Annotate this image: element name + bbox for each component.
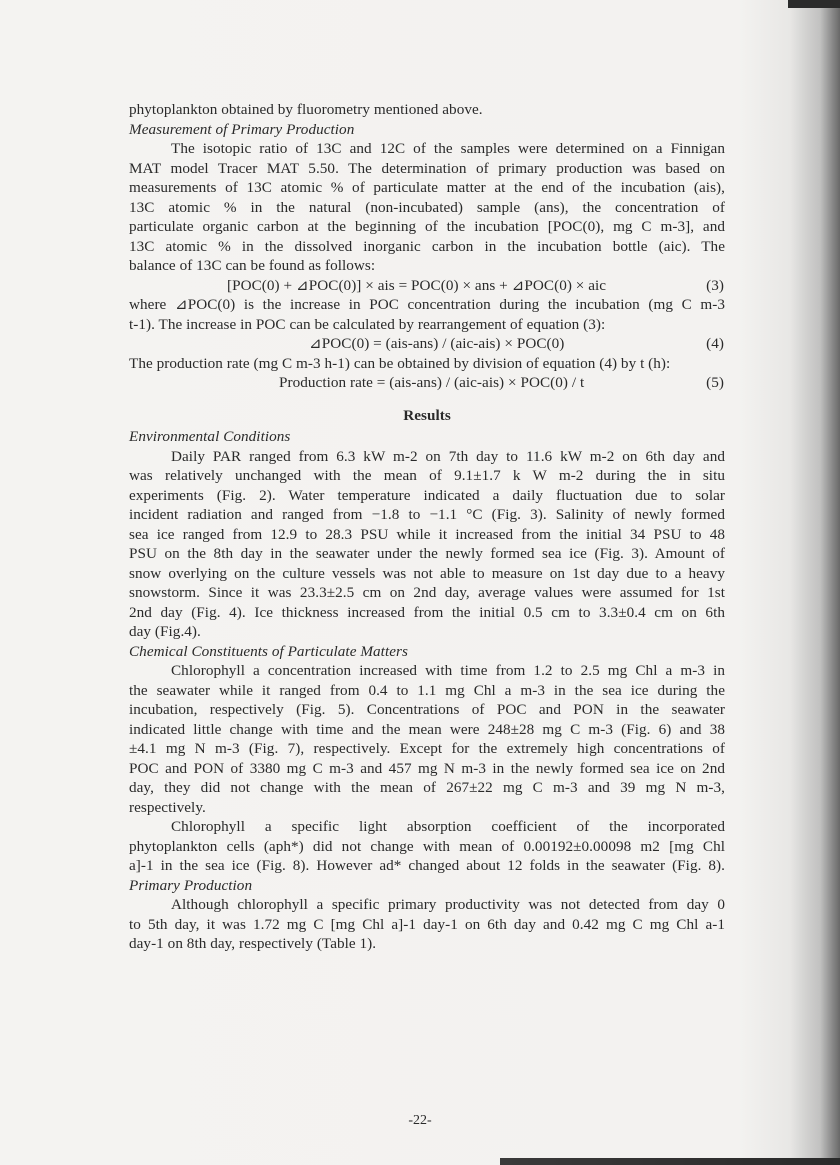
section-heading-results: Results (403, 406, 451, 424)
paragraph-line: phytoplankton obtained by fluorometry mentioned above. (129, 101, 483, 118)
paragraph-line: respectively. (129, 798, 206, 816)
paragraph-line: a]-1 in the sea ice (Fig. 8). However ad* changed about 12 folds in the seawater (Fig. 8). (129, 857, 725, 874)
equation-5 (129, 373, 725, 393)
subheading: Chemical Constituents of Particulate Matters (129, 642, 408, 660)
paragraph-line: the seawater while it ranged from 0.4 to 1.1 mg Chl a m-3 in the sea ice during the (129, 681, 725, 699)
equation-4 (129, 334, 725, 354)
paragraph-line: Chlorophyll a concentration increased with time from 1.2 to 2.5 mg Chl a m-3 in (171, 662, 725, 679)
paragraph-line: 2nd day (Fig. 4). Ice thickness increased from the initial 0.5 cm to 3.3±0.4 cm on 6th (129, 603, 725, 621)
subheading: Environmental Conditions (129, 428, 291, 445)
paragraph-line: Although chlorophyll a specific primary productivity was not detected from day 0 (171, 896, 725, 913)
binding-shadow (790, 0, 840, 1165)
paragraph-line: balance of 13C can be found as follows: (129, 257, 376, 274)
paragraph-line: incident radiation and ranged from −1.8 to −1.1 °C (Fig. 3). Salinity of newly formed (129, 506, 725, 523)
paragraph-line: MAT model Tracer MAT 5.50. The determination of primary production was based on (129, 159, 725, 177)
paragraph-line: measurements of 13C atomic % of particulate matter at the end of the incubation (ais), (129, 179, 725, 196)
equation-body: ⊿POC(0) = (ais-ans) / (aic-ais) × POC(0) (309, 335, 565, 352)
equation-body: Production rate = (ais-ans) / (aic-ais) × POC(0) / t (279, 374, 585, 391)
paragraph-line: day, they did not change with the mean of 267±22 mg C m-3 and 39 mg N m-3, (129, 779, 725, 796)
paragraph-line: 13C atomic % in the natural (non-incubated) sample (ans), the concentration of (129, 198, 725, 216)
paragraph-line: 13C atomic % in the dissolved inorganic carbon in the incubation bottle (aic). The (129, 237, 725, 255)
scan-edge-bottom (500, 1158, 840, 1165)
paragraph-line: t-1). The increase in POC can be calculated by rearrangement of equation (3): (129, 315, 606, 333)
paragraph-line: snowstorm. Since it was 23.3±2.5 cm on 2nd day, average values were assumed for 1st (129, 584, 725, 601)
paragraph-line: POC and PON of 3380 mg C m-3 and 457 mg N m-3 in the newly formed sea ice on 2nd (129, 759, 725, 777)
paragraph-line: sea ice ranged from 12.9 to 28.3 PSU while it increased from the initial 34 PSU to 48 (129, 525, 725, 543)
paragraph-line: was relatively unchanged with the mean of 9.1±1.7 k W m-2 during the in situ (129, 467, 725, 484)
paragraph-line: where ⊿POC(0) is the increase in POC concentration during the incubation (mg C m-3 (129, 296, 725, 313)
paragraph-line: particulate organic carbon at the beginning of the incubation [POC(0), mg C m-3], and (129, 218, 725, 235)
paragraph-line: Daily PAR ranged from 6.3 kW m-2 on 7th day to 11.6 kW m-2 on 6th day and (171, 447, 725, 465)
paragraph-line: The isotopic ratio of 13C and 12C of the samples were determined on a Finnigan (171, 140, 725, 157)
page-number: -22- (408, 1113, 432, 1128)
paragraph-line: day (Fig.4). (129, 623, 201, 640)
paragraph-line: to 5th day, it was 1.72 mg C [mg Chl a]-1 day-1 on 6th day and 0.42 mg C mg Chl a-1 (129, 915, 725, 933)
subheading: Measurement of Primary Production (129, 120, 355, 138)
paragraph-line: Chlorophyll a specific light absorption coefficient of the incorporated (171, 818, 725, 835)
paragraph-line: ±4.1 mg N m-3 (Fig. 7), respectively. Except for the extremely high concentrations of (129, 740, 725, 757)
equation-number: (4) (706, 335, 724, 352)
equation-3 (129, 276, 725, 296)
paragraph-line: experiments (Fig. 2). Water temperature indicated a daily fluctuation due to solar (129, 486, 725, 504)
subheading: Primary Production (129, 876, 253, 894)
page-body (129, 100, 725, 954)
equation-number: (5) (706, 374, 724, 391)
equation-number: (3) (706, 276, 724, 294)
paragraph-line: incubation, respectively (Fig. 5). Concentrations of POC and PON in the seawater (129, 701, 725, 718)
paragraph-line: PSU on the 8th day in the seawater under the newly formed sea ice (Fig. 3). Amount of (129, 545, 725, 562)
paragraph-line: phytoplankton cells (aph*) did not change with mean of 0.00192±0.00098 m2 [mg Chl (129, 837, 725, 855)
paragraph-line: day-1 on 8th day, respectively (Table 1). (129, 935, 377, 952)
paragraph-line: The production rate (mg C m-3 h-1) can be obtained by division of equation (4) by t (h): (129, 354, 671, 372)
scan-edge-top (788, 0, 840, 8)
paragraph-line: indicated little change with time and the mean were 248±28 mg C m-3 (Fig. 6) and 38 (129, 720, 725, 738)
equation-body: [POC(0) + ⊿POC(0)] × ais = POC(0) × ans + ⊿POC(0) × aic (227, 276, 607, 294)
paragraph-line: snow overlying on the culture vessels was not able to measure on 1st day due to a heavy (129, 564, 725, 582)
